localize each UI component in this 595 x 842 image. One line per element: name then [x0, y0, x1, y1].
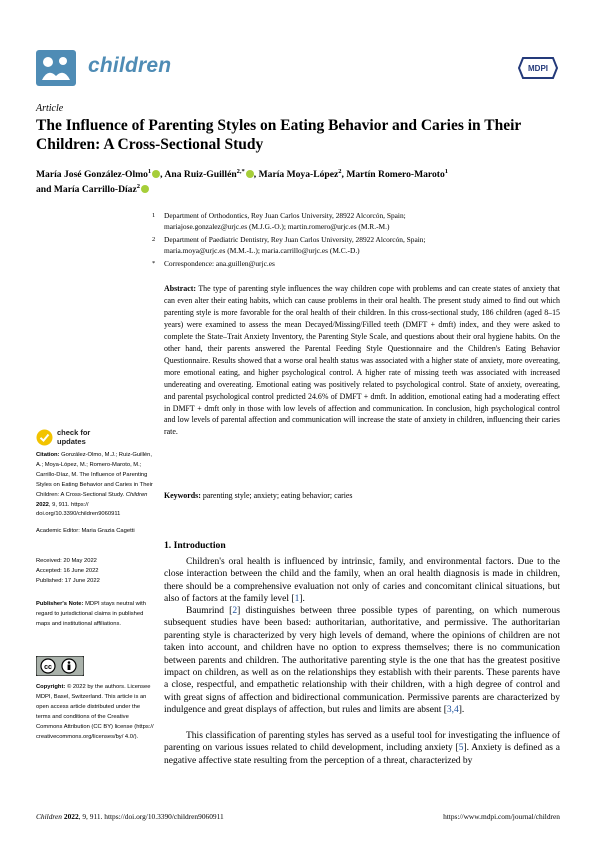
intro-paragraph-1: Children's oral health is influenced by intrinsic, family, and environmental factors. Due to the close interaction between the child and the family, when an oral health diagnosis is made in children, there should be a comprehensive evaluation not only of caries and concomitant clinical situations, but also of factors at the family level [1].	[164, 557, 560, 605]
cc-by-license-icon[interactable]	[36, 656, 84, 676]
mdpi-logo	[517, 56, 559, 80]
author-name: and María Carrillo-Díaz	[36, 184, 137, 195]
author-name: Ana Ruiz-Guillén	[164, 169, 237, 180]
author-list: María José González-Olmo$^1$ , Ana Ruiz-Guillén$^{2,*}$ , María Moya-López$^2$, Martín Romero-Maroto$^1$ and María Carrillo-Díaz$^2$	[36, 167, 449, 195]
article-title: The Influence of Parenting Styles on Eating Behavior and Caries in Their Children: A Cross-Sectional Study	[36, 117, 521, 153]
intro-paragraph-3: This classification of parenting styles has served as a useful tool for investigating the influence of parenting on various issues related to child development, including anxiety [5]. Anxiety is defined as a negative affective state resulting from the perception of a threat, characterized by	[164, 731, 560, 766]
publishers-note: Publisher's Note: MDPI stays neutral with regard to jurisdictional claims in published maps and institutional affiliations.	[36, 601, 146, 627]
citation-link-3-4[interactable]: 3,4	[446, 705, 459, 716]
abstract	[164, 283, 560, 438]
abstract-label: Abstract:	[164, 284, 196, 293]
author-name: Martín Romero-Maroto	[346, 169, 445, 180]
children-journal-logo	[36, 50, 76, 86]
citation-link-2[interactable]: 2	[232, 606, 238, 616]
citation-doi-link[interactable]: doi.org/10.3390/children9060911	[36, 511, 121, 518]
check-for-updates-icon[interactable]	[36, 429, 53, 446]
intro-paragraph-2: Baumrind [2] distinguishes between three possible types of parenting, on which numerous subsequent studies have been based: authoritarian, authoritative, and permissive. The authoritarian parenting style is characterized by very high levels of demand, where the opinions of children are not taken into account, and children have no option to express themselves; there is no communication between parents and children. The authoritative parenting style is the one that has the greatest positive impact on children, as well as on the relationships they establish with their parents. These parents have a close, respectful, and empathetic relationship with their children, with a high degree of control and with great signs of affection and bidirectional communication. Permissive parents are characterized by indulgence and great displays of affection, but rules and limits are absent [3,4].	[164, 606, 560, 716]
footer-citation: Children 2022, 9, 911. https://doi.org/10.3390/children9060911	[36, 812, 224, 821]
svg-text:MDPI: MDPI	[528, 64, 548, 73]
journal-name: children	[88, 54, 172, 77]
orcid-icon[interactable]	[246, 170, 254, 178]
citation-block: Citation: González-Olmo, M.J.; Ruiz-Guillén, A.; Moya-López, M.; Romero-Maroto, M.; Carrillo-Díaz, M. The Influence of Parenting Styles on Eating Behavior and Caries in Their Children: A Cross-Sectional Study. Children 2022, 9, 911. https:// doi.org/10.3390/children9060911	[36, 452, 153, 518]
orcid-icon[interactable]	[141, 185, 149, 193]
author-affiliation-mark: 1	[147, 167, 152, 175]
author-affiliation-mark: 2,*	[236, 167, 245, 175]
keywords-text: parenting style; anxiety; eating behavior; caries	[202, 491, 353, 500]
section-heading-introduction: 1. Introduction	[164, 540, 226, 551]
article-type: Article	[36, 103, 64, 114]
publication-dates: Received: 20 May 2022 Accepted: 16 June 2022 Published: 17 June 2022	[36, 558, 100, 584]
author-affiliation-mark: 2	[338, 167, 342, 175]
author-name: María Moya-López	[258, 169, 339, 180]
svg-text:cc: cc	[44, 664, 52, 671]
correspondence: * Correspondence: ana.guillen@urjc.es	[152, 259, 275, 268]
check-for-updates-label[interactable]: check for updates	[57, 428, 91, 446]
keywords	[164, 490, 560, 501]
author-affiliation-mark: 1	[444, 167, 449, 175]
footer-journal-url[interactable]: https://www.mdpi.com/journal/children	[443, 812, 560, 821]
author-affiliation-mark: 2	[136, 182, 140, 190]
affiliation-2: 2 Department of Paediatric Dentistry, Rey Juan Carlos University, 28922 Alcorcón, Spain; maria.moya@urjc.es (M.M.-L.); maria.carrillo@urjc.es (M.C.-D.)	[152, 235, 426, 255]
author-name: María José González-Olmo	[36, 169, 148, 180]
affiliation-1: 1 Department of Orthodontics, Rey Juan Carlos University, 28922 Alcorcón, Spain; mariajose.gonzalez@urjc.es (M.J.G.-O.); martin.romero@urjc.es (M.R.-M.)	[152, 211, 406, 231]
orcid-icon[interactable]	[152, 170, 160, 178]
abstract-text: The type of parenting style influences the way children cope with problems and can create states of anxiety that can even alter their eating habits, which can cause problems in their oral health. The present study aimed to find out which parenting style is more favorable for the oral health of their children. In this cross-sectional study, 186 children (aged 8–15 years) were examined to assess the mean Decayed/Missing/Filled teeth (DMFT + dmft) index, and they were asked to complete the State–Trait Anxiety Inventory, the Parenting Style Scale, and questions about their oral hygiene habits. On the other hand, their parents answered the Parental Feeding Style Questionnaire and the Children's Eating Behavior Questionnaire. Results showed that a worse oral health status was associated with a higher state of anxiety, more overeating, more emotional eating, and higher psychological control. A higher rate of missing teeth was associated with increased undereating and overeating. Emotional eating was positively related to psychological control. State of anxiety, overeating, and parental psychological control predicted 24.6% of DMFT + dmft. In addition, emotional eating had a moderating effect in DMFT + dmft only in those with low levels of affection and communication. In conclusion, high psychological control and low levels of parental affection and communication will increase the state of anxiety in children, influencing their caries rate.	[164, 284, 560, 437]
keywords-label: Keywords:	[164, 491, 201, 500]
citation-link-5[interactable]: 5	[458, 743, 464, 754]
academic-editor: Academic Editor: Maria Grazia Cagetti	[36, 528, 135, 534]
copyright-block: Copyright: © 2022 by the authors. Licensee MDPI, Basel, Switzerland. This article is an open access article distributed under the terms and conditions of the Creative Commons Attribution (CC BY) license (https:// creativecommons.org/licenses/by/ 4.0/).	[36, 684, 154, 740]
citation-link-1[interactable]: 1	[294, 594, 300, 605]
